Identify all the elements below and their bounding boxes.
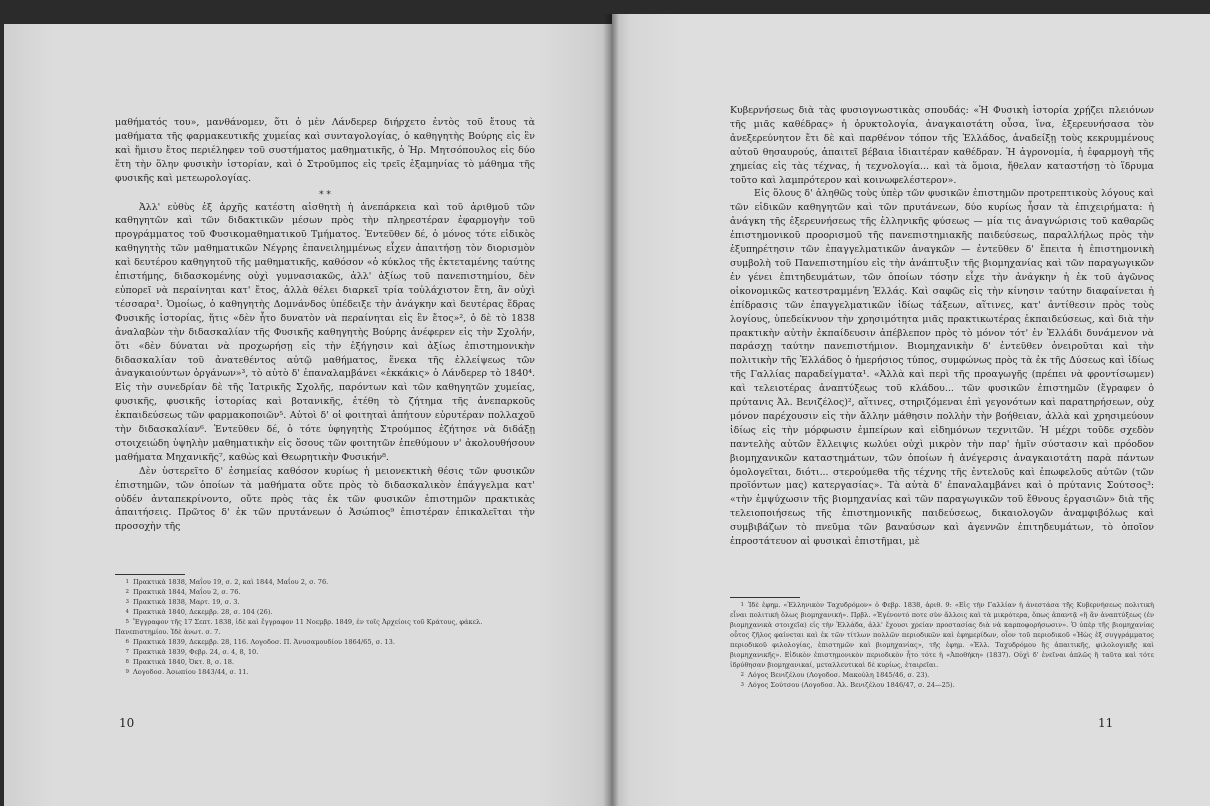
page-number: 10 xyxy=(119,716,135,730)
left-page-body xyxy=(115,116,535,534)
right-footnotes xyxy=(730,600,1154,690)
footnote: 4 Πρακτικὰ 1840, Δεκεμβρ. 28, σ. 104 (26). xyxy=(125,608,273,616)
footnote: 5 Ἔγγραφον τῆς 17 Σεπτ. 1838, ἰδὲ καὶ ἔγγραφον 11 Νοεμβρ. 1849, ἐν τοῖς Ἀρχείοις τοῦ Κράτους, φάκελ. xyxy=(125,618,483,626)
footnote: 2 Λόγος Βενιζέλου (Λογοδοσ. Μακούλη 1845/46, σ. 23). xyxy=(740,671,930,679)
footnote: 3 Λόγος Σούτσου (Λογοδοσ. Ἀλ. Βενιζέλου 1846/47, σ. 24—25). xyxy=(740,681,955,689)
footnote: Πανεπιστημίου. Ἰδὲ ἀνωτ. σ. 7. xyxy=(115,628,221,636)
book-gutter xyxy=(603,14,619,806)
section-separator: ⁎ ⁎ xyxy=(319,186,331,197)
footnote: 7 Πρακτικὰ 1839, Φεβρ. 24, σ. 4, 8, 10. xyxy=(125,648,259,656)
right-page xyxy=(612,14,1210,806)
footnote: 2 Πρακτικὰ 1844, Μαΐου 2, σ. 76. xyxy=(125,588,241,596)
footnote: 8 Πρακτικὰ 1840, Ὀκτ. 8, σ. 18. xyxy=(125,658,235,666)
footnote-rule xyxy=(115,574,185,575)
right-page-body xyxy=(730,104,1154,549)
left-page xyxy=(4,24,612,806)
right-paragraph-1: Κυβερνήσεως διὰ τὰς φυσιογνωστικὰς σπουδάς: «Ἡ Φυσικὴ ἱστορία χρῄζει πλειόνων τῆς μιᾶς καθέδρας» ἡ ὀρυκτολογία, ἀναγκαιοτάτη οὖσα, ἵνα, ἐξερευνήσασα τὸν ἀνεξερεύνητον ἔτι δὲ καὶ παρθένον τόπον τῆς Ἑλλάδος, ἀναδείξῃ τοὺς κεκρυμμένους αὐτοῦ θησαυρούς, ἀπαιτεῖ βέβαια ἰδιαιτέραν καθέδραν. Ἡ ἀγρονομία, ἡ ἐφαρμογὴ τῆς χημείας εἰς τὰς τέχνας, ἡ τεχνολογία... καὶ τὰ ὅμοια, ἤθελαν καταστήσῃ τὸ ἵδρυμα τοῦτο καὶ λαμπρότερον καὶ κοινωφελέστερον». xyxy=(730,105,1154,186)
right-paragraph-2: Εἰς ὅλους δ' ἀληθῶς τοὺς ὑπὲρ τῶν φυσικῶν ἐπιστημῶν προτρεπτικοὺς λόγους καὶ τῶν εἰδικῶν καθηγητῶν καὶ τῶν πρυτάνεων, δύο κυρίως ἦσαν τὰ ἐπιχειρήματα: ἡ ἀνάγκη τῆς ἐξερευνήσεως τῆς ἑλληνικῆς φύσεως — μία τις ἀναγνώρισις τοῦ καθαρῶς ἐπιστημονικοῦ προορισμοῦ τῆς πανεπιστημιακῆς παιδεύσεως, παραλλήλως πρὸς τὴν ἐξυπηρέτησιν τῶν ἐπαγγελματικῶν ἀναγκῶν — ἐντεῦθεν δ' ἔπειτα ἡ ἐπιστημονικὴ συμβολὴ τοῦ Πανεπιστημίου εἰς τὴν ἀνάπτυξιν τῆς βιομηχανίας καὶ τῶν παραγωγικῶν ἐν γένει ἐπιτηδευμάτων, τῶν ὁποίων τόσην εἶχε τὴν ἀνάγκην ἡ ἐκ τοῦ ἀγῶνος οἰκονομικῶς κατεστραμμένη Ἑλλάς. Καὶ σαφῶς εἰς τὴν κίνησιν ταύτην διαφαίνεται ἡ ἐπίδρασις τῶν ἐπαγγελματικῶν ἰδίως τάξεων, αἵτινες, κατ' ἀντίθεσιν πρὸς τοὺς λογίους, ὑπεδείκνυον τὴν χρησιμότητα μιᾶς πρακτικωτέρας ἐκπαιδεύσεως, καὶ διὰ τὴν πρακτικὴν αὐτὴν ἐκπαίδευσιν ἀπέβλεπον πρὸς τὸ μόνον τότ' ἐν Ἑλλάδι δυνάμενον νὰ παράσχῃ ταύτην πανεπιστήμιον. Βιομηχανικὴν δ' ἐντεῦθεν ὁνειροῦται καὶ τὴν πολιτικὴν τῆς Ἑλλάδος ὁ ἡμερήσιος τύπος, συμφώνως πρὸς τὰ ἐκ τῆς Δύσεως καὶ ἰδίως τῆς Γαλλίας παραδείγματα¹. «Ἀλλὰ καὶ περὶ τῆς προαγωγῆς (πρέπει νὰ φροντίσωμεν) καὶ τελειοτέρας ἀναπτύξεως τοῦ κλάδου... τῶν φυσικῶν ἐπιστημῶν (ἔγραφεν ὁ πρύτανις Ἀλ. Βενιζέλος)², αἵτινες, στηριζόμεναι ἐπὶ γεγονότων καὶ παρατηρήσεων, οὐχ μόνον παρέχουσιν εἰς τὴν ἄλλην μάθησιν πολλὴν τὴν βοήθειαν, ἀλλὰ καὶ χρησιμεύουν ἰδίως εἰς τὴν μόρφωσιν ἐμπείρων καὶ εἰδημόνων τεχνιτῶν. Ἡ μέχρι τοῦδε σχεδὸν παντελὴς αὐτῶν ἔλλειψις κωλύει οὐχὶ μικρὸν τὴν παρ' ἡμῖν σύστασιν καὶ πρόοδον βιομηχανικῶν καταστημάτων, τῶν ὁποίων ἡ ἀνέγερσις ἀναγκαιοτάτη παρὰ πάντων ὁμολογεῖται, διότι... στερούμεθα τῆς τέχνης τῆς ἐντελοῦς καὶ ἐπωφελοῦς αὐτῶν (τῶν προϊόντων μας) κατεργασίας». Τὰ αὐτὰ δ' ἐπαναλαμβάνει καὶ ὁ πρύτανις Σούτσος³: «τὴν ἐμψύχωσιν τῆς βιομηχανίας καὶ τῶν παραγωγικῶν τοῦ ἔθνους ἐργασιῶν» διὰ τῆς τελειοποιήσεως τῆς ἐπιστημονικῆς παιδεύσεως, δικαιολογῶν ἀναμφιβόλως καὶ συμβιβάζων τὸ πνεῦμα τῶν βαναύσων καὶ ἀγεννῶν ἐπιτηδευμάτων, τὸ ὁποῖον ἐπροστάτευον αἱ φυσικαὶ ἐπιστῆμαι, μὲ xyxy=(730,188,1154,548)
footnote: 6 Πρακτικὰ 1839, Δεκεμβρ. 28, 116. Λογοδοσ. Π. Ἀνυσαμουδίου 1864/65, σ. 13. xyxy=(125,638,395,646)
left-footnotes xyxy=(115,577,535,677)
left-intro-paragraph: μαθήματός του», μανθάνομεν, ὅτι ὁ μὲν Λάνδερερ διήρχετο ἐντὸς τοῦ ἔτους τὰ μαθήματα τῆς φαρμακευτικῆς χυμείας καὶ συνταγολογίας, ὁ καθηγητὴς Βούρης εἰς ἓν καὶ ἥμισυ ἔτος περιέληφεν τοῦ συστήματος μαθηματικῆς, ὁ Ἠρ. Μητσόπουλος εἰς δύο ἔτη τὴν ὅλην φυσικὴν ἱστορίαν, καὶ ὁ Στροῦμπος εἰς τρεῖς ἑξαμηνίας τὸ μάθημα τῆς φυσικῆς καὶ μετεωρολογίας. xyxy=(115,117,535,184)
footnote: 1 Πρακτικὰ 1838, Μαΐου 19, σ. 2, καὶ 1844, Μαΐου 2, σ. 76. xyxy=(125,578,329,586)
footnote-rule xyxy=(730,597,800,598)
left-paragraph-1: Ἀλλ' εὐθὺς ἐξ ἀρχῆς κατέστη αἰσθητὴ ἡ ἀνεπάρκεια καὶ τοῦ ἀριθμοῦ τῶν καθηγητῶν καὶ τῶν διδακτικῶν μέσων πρὸς τὴν πληρεστέραν ἐφαρμογὴν τοῦ προγράμματος τοῦ Φυσικομαθηματικοῦ Τμήματος. Ἐντεῦθεν δέ, ὁ μόνος τότε εἰδικὸς καθηγητὴς τῶν μαθηματικῶν Νέγρης ἐπανειλημμένως εἶχεν ἀπαιτήσῃ τὸν διορισμὸν καὶ δευτέρου καθηγητοῦ τῆς μαθηματικῆς, καθόσον «ὁ κύκλος τῆς ἐκτεταμένης ταύτης ἐπιστήμης, διδασκομένης οὐχὶ γυμνασιακῶς, ἀλλ' ἀξίως τοῦ πανεπιστημίου, δὲν εὐπορεῖ νὰ περαίνηται κατ' ἔτος, ἀλλὰ θέλει διαρκεῖ τρία τοὐλάχιστον ἔτη, ἂν οὐχὶ τέσσαρα¹. Ὁμοίως, ὁ καθηγητὴς Δομνάνδος ὑπέδειξε τὴν ἀνάγκην καὶ δευτέρας ἕδρας Φυσικῆς ἱστορίας, ἥτις «δὲν ἦτο δυνατὸν νὰ περαίνηται εἰς ἓν ἔτος»², ὁ δὲ τὸ 1838 ἀναλαβὼν τὴν διδασκαλίαν τῆς Φυσικῆς καθηγητὴς Βούρης ἀνέφερεν εἰς τὴν Σχολήν, ὅτι «δὲν δύναται νὰ προχωρήσῃ εἰς τὴν ἐξήγησιν καὶ ἀξίως ἐπιστημονικὴν διδασκαλίαν τοῦ ἀνατεθέντος αὐτῷ μαθήματος, ἕνεκα τῆς ἐλλείψεως τῶν ἀναγκαιούντων ὀργάνων»³, τὸ αὐτὸ δ' ἐπαναλαμβάνει «ἐκκάκις» ὁ Λάνδερερ τὸ 1840⁴. Εἰς τὴν συνεδρίαν δὲ τῆς Ἰατρικῆς Σχολῆς, παρόντων καὶ τῶν καθηγητῶν χυμείας, φυσικῆς, φυσικῆς ἱστορίας καὶ βοτανικῆς, ἐτέθη τὸ ζήτημα τῆς ἀνεπαρκοῦς ἐκπαιδεύσεως τῶν φαρμακοποιῶν⁵. Αὐτοὶ δ' οἱ φοιτηταὶ ἀπήτουν εὐρυτέραν πολλαχοῦ τὴν διδασκαλίαν⁶. Ἐντεῦθεν δέ, ὁ τότε ὑφηγητὴς Στρούμπος ἐζήτησε νὰ διδάξῃ στοιχειώδη ὑψηλὴν μαθηματικὴν εἰς ὅσους τῶν φοιτητῶν ἐπεθύμουν ν' ἀκολουθήσουν μαθήματα Μηχανικῆς⁷, καθὼς καὶ Θεωρητικὴν Φυσικήν⁸. xyxy=(115,201,535,463)
footnote: 9 Λογοδοσ. Ἀσωπίου 1843/44, σ. 11. xyxy=(125,668,249,676)
footnote: 3 Πρακτικὰ 1838, Μαρτ. 19, σ. 3. xyxy=(125,598,240,606)
left-paragraph-2: Δὲν ὑστερεῖτο δ' ἐσημείας καθόσον κυρίως ἡ μειονεκτικὴ θέσις τῶν φυσικῶν ἐπιστημῶν, τῶν ὁποίων τὰ μαθήματα οὔτε πρὸς τὸ διδασκαλικὸν ἐπάγγελμα κατ' οὐδέν ἀνταπεκρίνοντο, οὔτε πρὸς τὰς ἐκ τῶν φυσικῶν ἐπιστημῶν πρακτικὰς ἀπαιτήσεις. Πρῶτος δ' ἐκ τῶν πρυτάνεων ὁ Ἀσώπιος⁹ ἐπιστέραν ἐπικαλεῖται τὴν προσοχὴν τῆς xyxy=(115,465,535,533)
footnote: 1 Ἰδὲ ἐφημ. «Ἑλληνικὸν Ταχυδρόμον» ὁ Φεβρ. 1838, ἀριθ. 9: «Εἰς τὴν Γαλλίαν ἡ ἀνεστάσα τῆς Κυβερνήσεως πολιτικὴ εἶναι πολιτικὴ ὅλως βιομηχανική». Πρβλ. «Ἐγένοντό ποτε σὺν ἄλλοις καὶ τὰ μικρότερα, ὅπως ἀπαντᾷ «ἢ ἂν ἀναπτύξεως (ἐν βιομηχανικὰ στοιχεῖα) εἰς τὴν Ἑλλάδα, ἀλλ' ἔχουσι χρείαν προστασίας διὰ νὰ καρποφορήσωσιν». Ὁ ὑπὲρ τῆς βιομηχανίας οὗτος ζῆλος φαίνεται καὶ ἐκ τῶν τίτλων πολλῶν περιοδικῶν καὶ ἐφημερίδων, οἷον τοῦ περιοδικοῦ «Ἠὼς ἐξ συγγράμματος περιοδικοῦ φιλολογίας, ἐπιστημῶν καὶ βιομηχανίας», τῆς ἐφημ. «Ἑλλ. Ταχυδρόμου ἢς ἀπαιτικῆς, φιλολογικῆς καὶ βιομηχανικῆς». Εἰδικὸν ἐπιστημονικὸν περιοδικὸν ἦτο τότε ἡ «Ἀποθήκη» (1837). Οὐχὶ δ' ἐνεῖναι ἁπλῶς ἢ ταῦτα καὶ τότε ἱδρύθησαν βιομηχανικαί, μεταλλευτικαὶ δὲ κυρίως, ἑταιρεῖαι. xyxy=(730,601,1154,669)
page-number: 11 xyxy=(1098,716,1114,730)
